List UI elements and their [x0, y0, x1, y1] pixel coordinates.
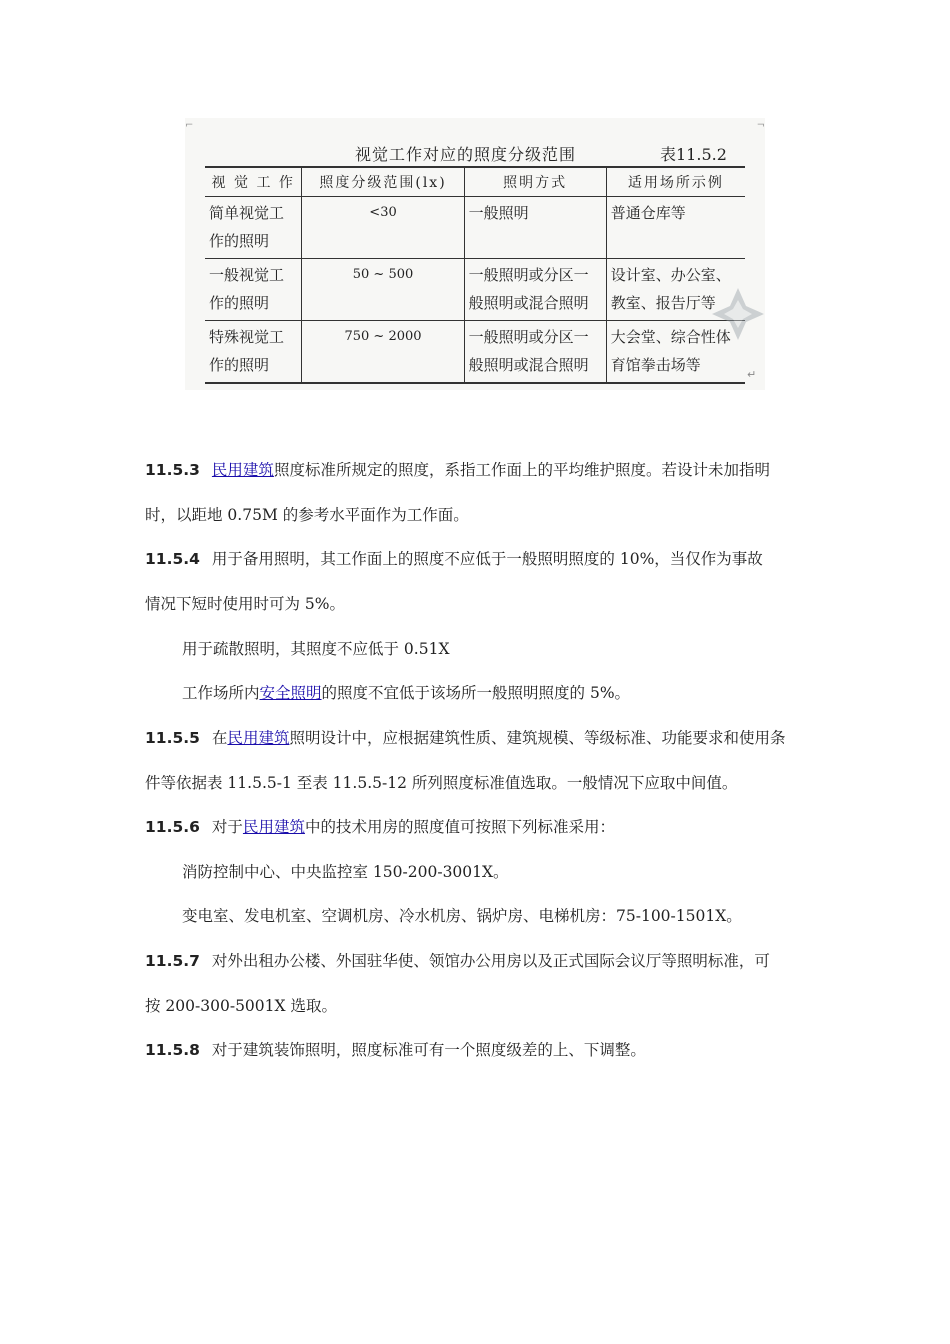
- table-cell: 750 ~ 2000: [302, 321, 464, 384]
- column-header: 适用场所示例: [606, 167, 745, 197]
- paragraph-text: 变电室、发电机室、空调机房、冷水机房、锅炉房、电梯机房：75-100-1501X。: [182, 907, 742, 925]
- paragraph-return-icon: ↵: [747, 368, 757, 381]
- table-cell: 一般照明: [464, 197, 606, 259]
- table-cell: 大会堂、综合性体育馆拳击场等: [606, 321, 745, 384]
- table-cell: <30: [302, 197, 464, 259]
- paragraph-text: 在: [211, 729, 228, 747]
- table-cell: 特殊视觉工作的照明: [209, 328, 285, 374]
- table-cell: 一般视觉工作的照明: [205, 259, 302, 321]
- clause-number: 11.5.3: [145, 461, 200, 479]
- clause-number: 11.5.4: [145, 550, 200, 568]
- table-cell: 设计室、办公室、教室、报告厅等: [606, 259, 745, 321]
- paragraph-11-5-5: [145, 716, 810, 761]
- paragraph-text: 对于建筑装饰照明，照度标准可有一个照度级差的上、下调整。: [211, 1041, 646, 1059]
- table-row: [205, 197, 745, 259]
- column-header: 照明方式: [464, 167, 606, 197]
- paragraph-11-5-3: [145, 448, 810, 493]
- paragraph-text: 用于备用照明，其工作面上的照度不应低于一般照明照度的 10%，当仅作为事故: [211, 550, 763, 568]
- paragraph-11-5-4-cont: [145, 582, 810, 627]
- table-cell: 简单视觉工作的照明: [205, 197, 302, 259]
- paragraph-text: 消防控制中心、中央监控室 150-200-3001X。: [182, 863, 509, 881]
- paragraph-text: 件等依据表 11.5.5-1 至表 11.5.5-12 所列照度标准值选取。一般情况下应取中间值。: [145, 774, 738, 792]
- paragraph-text: 按 200-300-5001X 选取。: [145, 997, 337, 1015]
- clause-number: 11.5.7: [145, 952, 200, 970]
- table-row: [205, 259, 745, 321]
- illuminance-table: [205, 166, 745, 384]
- civil-building-link[interactable]: 民用建筑: [242, 818, 305, 836]
- table-cell: 普通仓库等: [606, 197, 745, 259]
- paragraph-11-5-7-cont: [145, 984, 810, 1029]
- table-cell: 一般照明或分区一般照明或混合照明: [464, 259, 606, 321]
- paragraph-text: 工作场所内: [182, 684, 260, 702]
- clause-number: 11.5.5: [145, 729, 200, 747]
- paragraph-11-5-8: [145, 1028, 810, 1073]
- paragraph-text: 的照度不宜低于该场所一般照明照度的 5%。: [321, 684, 631, 702]
- civil-building-link[interactable]: 民用建筑: [211, 461, 274, 479]
- column-header: 照度分级范围(lx): [302, 167, 464, 197]
- table-number: 表11.5.2: [660, 145, 727, 164]
- civil-building-link[interactable]: 民用建筑: [227, 729, 290, 747]
- watermark-icon: [710, 286, 766, 342]
- paragraph-text: 中的技术用房的照度值可按照下列标准采用：: [304, 818, 615, 836]
- clause-number: 11.5.8: [145, 1041, 200, 1059]
- corner-mark-icon: ⌐: [185, 120, 194, 131]
- paragraph-text: 对外出租办公楼、外国驻华使、领馆办公用房以及正式国际会议厅等照明标准，可: [211, 952, 770, 970]
- paragraph-safety-lighting: [182, 671, 810, 716]
- corner-mark-icon: ¬: [756, 120, 765, 131]
- paragraph-text: 时，以距地 0.75M 的参考水平面作为工作面。: [145, 506, 469, 524]
- table-title: 视觉工作对应的照度分级范围: [355, 145, 577, 164]
- paragraph-machine-rooms: [182, 894, 810, 939]
- paragraph-text: 照度标准所规定的照度，系指工作面上的平均维护照度。若设计未加指明: [273, 461, 770, 479]
- paragraph-text: 对于: [211, 818, 243, 836]
- paragraph-fire-control: [182, 850, 810, 895]
- clause-number: 11.5.6: [145, 818, 200, 836]
- table-cell: 50 ~ 500: [302, 259, 464, 321]
- paragraph-11-5-4: [145, 537, 810, 582]
- table-header-row: [205, 167, 745, 197]
- safety-lighting-link[interactable]: 安全照明: [259, 684, 322, 702]
- paragraph-11-5-3-cont: [145, 493, 810, 538]
- table-row: [205, 321, 745, 384]
- table-image: [185, 118, 765, 390]
- paragraph-11-5-5-cont: [145, 761, 810, 806]
- paragraph-text: 照明设计中，应根据建筑性质、建筑规模、等级标准、功能要求和使用条: [289, 729, 786, 747]
- table-cell: 一般照明或分区一般照明或混合照明: [464, 321, 606, 384]
- paragraph-evacuation: [182, 627, 810, 672]
- paragraph-11-5-6: [145, 805, 810, 850]
- paragraph-text: 用于疏散照明，其照度不应低于 0.51X: [182, 640, 450, 658]
- paragraph-text: 情况下短时使用时可为 5%。: [145, 595, 346, 613]
- column-header: 视 觉 工 作: [205, 167, 302, 197]
- paragraph-11-5-7: [145, 939, 810, 984]
